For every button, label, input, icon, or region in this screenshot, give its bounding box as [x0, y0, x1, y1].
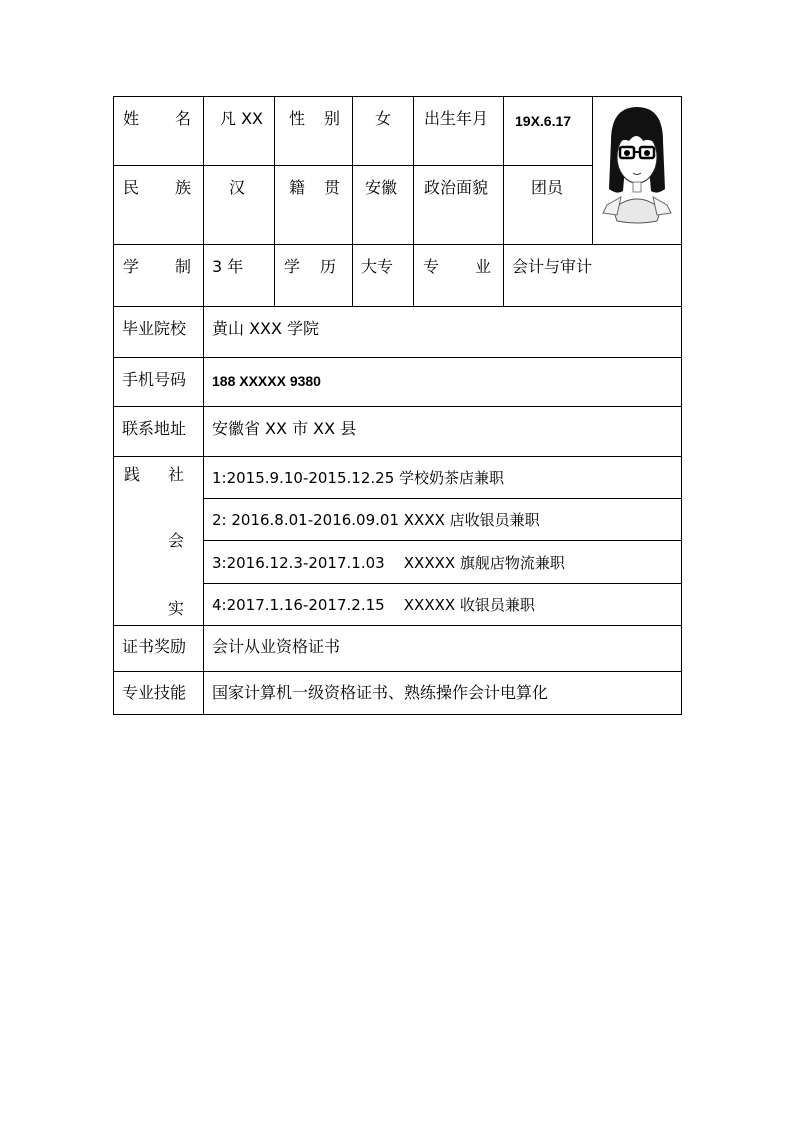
system-label: 学 制	[113, 244, 204, 307]
native-label: 籍 贯	[274, 165, 353, 245]
major-label: 专 业	[413, 244, 504, 307]
practice-item: 4:2017.1.16-2017.2.15 XXXXX 收银员兼职	[203, 583, 682, 626]
school-label: 毕业院校	[113, 306, 204, 358]
certificate-label: 证书奖励	[113, 625, 204, 672]
major-value: 会计与审计	[503, 244, 682, 307]
gender-label: 性 别	[274, 96, 353, 166]
address-value: 安徽省 XX 市 XX 县	[203, 406, 682, 457]
birth-label: 出生年月	[413, 96, 504, 166]
birth-value: 19X.6.17	[503, 96, 593, 166]
practice-item: 3:2016.12.3-2017.1.03 XXXXX 旗舰店物流兼职	[203, 540, 682, 584]
phone-label: 手机号码	[113, 357, 204, 407]
political-value: 团员	[503, 165, 593, 245]
phone-value: 188 XXXXX 9380	[203, 357, 682, 407]
name-value: 凡 XX	[203, 96, 275, 166]
school-value: 黄山 XXX 学院	[203, 306, 682, 358]
system-value: 3 年	[203, 244, 275, 307]
education-value: 大专	[352, 244, 414, 307]
name-label: 姓 名	[113, 96, 204, 166]
practice-item: 2: 2016.8.01-2016.09.01 XXXX 店收银员兼职	[203, 498, 682, 541]
practice-item: 1:2015.9.10-2015.12.25 学校奶茶店兼职	[203, 456, 682, 499]
ethnic-label: 民 族	[113, 165, 204, 245]
certificate-value: 会计从业资格证书	[203, 625, 682, 672]
practice-label-char: 践	[124, 465, 141, 484]
practice-label-cell	[113, 456, 204, 626]
skills-label: 专业技能	[113, 671, 204, 715]
practice-label-char: 实	[168, 599, 185, 618]
skills-value: 国家计算机一级资格证书、熟练操作会计电算化	[203, 671, 682, 715]
practice-label-char: 社	[168, 465, 185, 484]
native-value: 安徽	[352, 165, 414, 245]
gender-value: 女	[352, 96, 414, 166]
photo-cell	[592, 96, 682, 245]
address-label: 联系地址	[113, 406, 204, 457]
practice-label-char: 会	[168, 531, 185, 550]
political-label: 政治面貌	[413, 165, 504, 245]
ethnic-value: 汉	[203, 165, 275, 245]
education-label: 学 历	[274, 244, 353, 307]
cartoon-girl-avatar-icon	[593, 97, 681, 244]
